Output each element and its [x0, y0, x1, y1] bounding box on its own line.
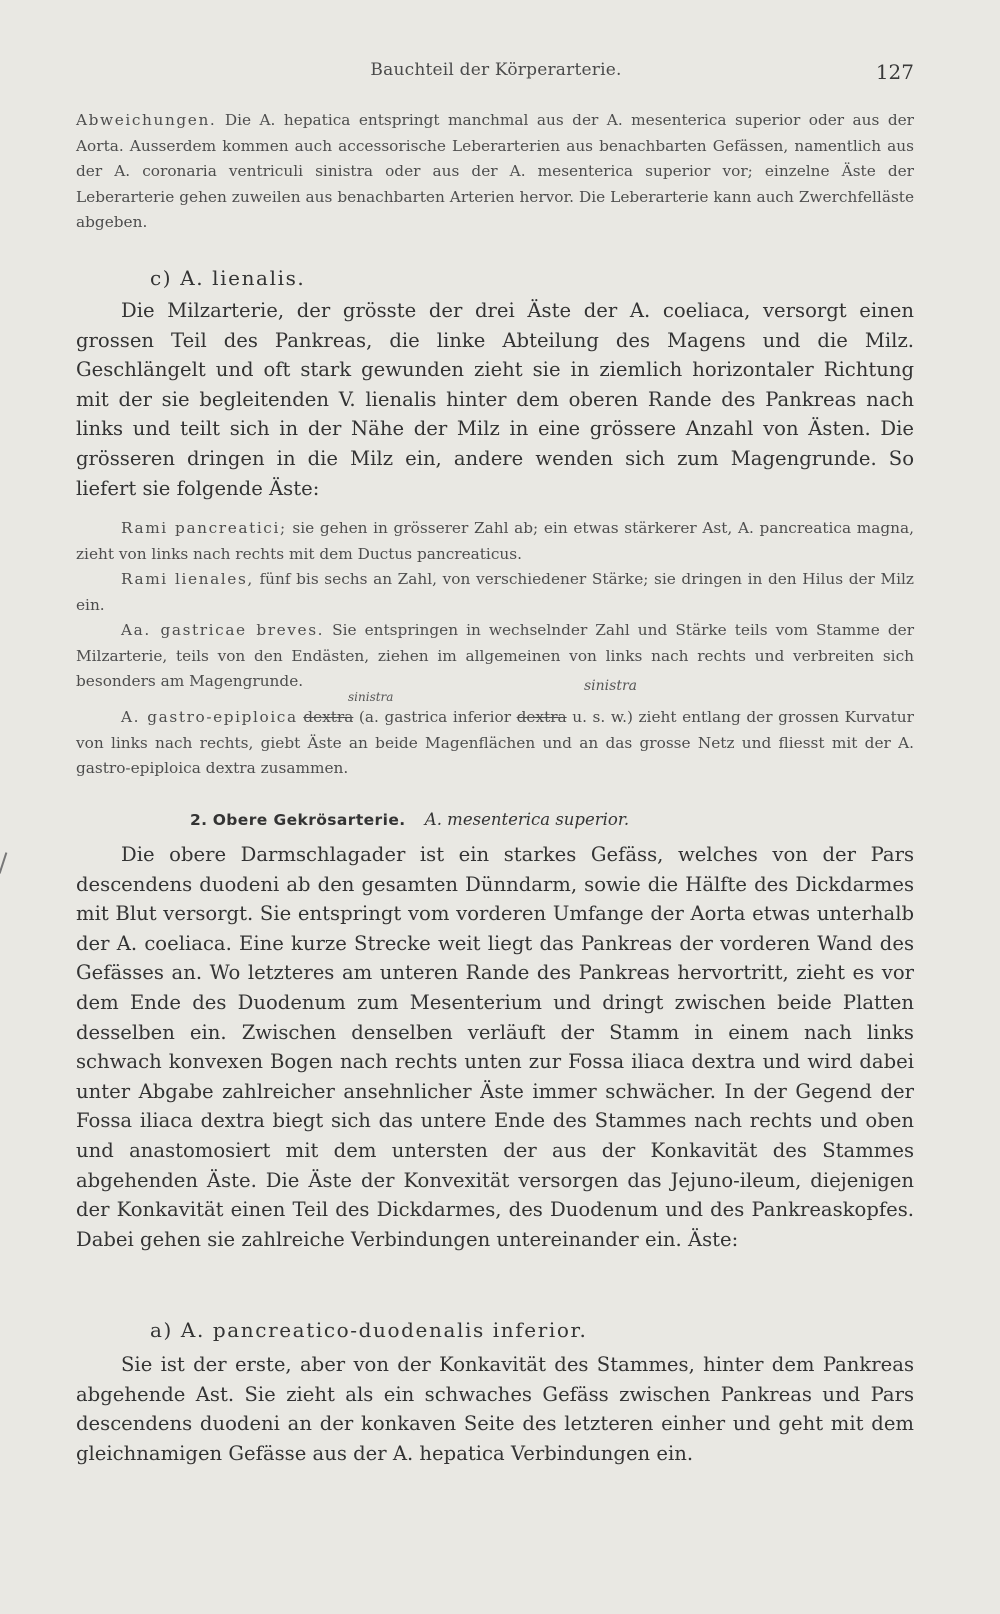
- pancreatico-heading-letter: a): [150, 1318, 173, 1342]
- struck-word-1: dextra: [303, 708, 354, 726]
- lienalis-heading: [150, 266, 750, 290]
- branch-text: Sie entspringen in wechselnder Zahl und Stärke teils vom Stamme der Milzarterie, teils von den Endästen, ziehen im allgemeinen von links nach rechts und verbreiten sich besonders am Magengrunde.: [76, 621, 915, 690]
- lienalis-branch-1: [76, 516, 914, 567]
- lienalis-paragraph: Die Milzarterie, der grösste der drei Äste der A. coeliaca, versorgt einen grossen Teil des Pankreas, die linke Abteilung des Magens und die Milz. Geschlängelt und oft stark gewunden zieht sie in ziemlich horizontaler Richtung mit der sie begleitenden V. lienalis hinter dem oberen Rande des Pankreas nach links und teilt sich in der Nähe der Milz in eine grössere Anzahl von Ästen. Die grösseren dringen in die Milz ein, andere wenden sich zum Magengrunde. So liefert sie folgende Äste:: [76, 299, 914, 500]
- section-latin-name: A. mesenterica superior.: [424, 810, 630, 829]
- lienalis-heading-name: A. lienalis.: [180, 266, 306, 290]
- pancreatico-heading: [150, 1318, 850, 1342]
- abweichungen-text: Die A. hepatica entspringt manchmal aus der A. mesenterica superior oder aus der Aorta. Ausserdem kommen auch accessorische Leberarterien aus benachbarten Gefässen, namentlich aus der A. coronaria ventriculi sinistra oder aus der A. mesenterica superior vor; einzelne Äste der Leberarterie gehen zuweilen aus benachbarten Arterien hervor. Die Leberarterie kann auch Zwerchfelläste abgeben.: [76, 111, 914, 231]
- pancreatico-paragraph: Sie ist der erste, aber von der Konkavität des Stammes, hinter dem Pankreas abgehende Ast. Sie zieht als ein schwaches Gefäss zwischen Pankreas und Pars descendens duodeni an der konkaven Seite des letzteren einher und geht mit dem gleichnamigen Gefässe aus der A. hepatica Verbindungen ein.: [76, 1353, 914, 1465]
- handwritten-correction-2: sinistra: [584, 678, 638, 694]
- gastro-lead: A. gastro-epiploica: [121, 708, 298, 726]
- mesenterica-paragraph: Die obere Darmschlagader ist ein starkes Gefäss, welches von der Pars descendens duodeni ab den gesamten Dünndarm, sowie die Hälfte des Dickdarmes mit Blut versorgt. Sie entspringt vom vorderen Umfange der Aorta etwas unterhalb der A. coeliaca. Eine kurze Strecke weit liegt das Pankreas der vorderen Wand des Gefässes an. Wo letzteres am unteren Rande des Pankreas hervortritt, zieht es vor dem Ende des Duodenum zum Mesenterium und dringt zwischen beide Platten desselben ein. Zwischen denselben verläuft der Stamm in einem nach links schwach konvexen Bogen nach rechts unten zur Fossa iliaca dextra und wird dabei unter Abgabe zahlreicher ansehnlicher Äste immer schwächer. In der Gegend der Fossa iliaca dextra biegt sich das untere Ende des Stammes nach rechts und oben und anastomosiert mit dem untersten der aus der Konkavität des Stammes abgehenden Äste. Die Äste der Konvexität versorgen das Jejuno-ileum, diejenigen der Konkavität einen Teil des Dickdarmes, des Duodenum und des Pankreaskopfes. Dabei gehen sie zahlreiche Verbindungen untereinander ein. Äste:: [76, 843, 914, 1251]
- abweichungen-lead: Abweichungen.: [76, 111, 217, 129]
- page-number: 127: [875, 60, 914, 84]
- section-heading: [190, 810, 790, 829]
- lienalis-branch-3: [76, 618, 914, 695]
- lienalis-branch-2: [76, 567, 914, 618]
- section-title: Obere Gekrösarterie.: [212, 811, 406, 829]
- branch-lead: Aa. gastricae breves.: [121, 621, 325, 639]
- branch-lead: Rami lienales,: [121, 570, 254, 588]
- abweichungen-paragraph: [76, 108, 914, 236]
- branch-text: fünf bis sechs an Zahl, von verschiedener Stärke; sie dringen in den Hilus der Milz ein.: [76, 570, 914, 614]
- running-title: Bauchteil der Körperarterie.: [370, 60, 622, 80]
- lienalis-heading-letter: c): [150, 266, 173, 290]
- struck-word-2: dextra: [516, 708, 567, 726]
- branch-text: sie gehen in grösserer Zahl ab; ein etwas stärkerer Ast, A. pancreatica magna, zieht von links nach rechts mit dem Ductus pancreaticus.: [76, 519, 914, 563]
- margin-pencil-mark: [0, 852, 7, 874]
- running-head: [78, 60, 914, 90]
- gastro-tail: u. s. w.) zieht entlang der grossen Kurvatur von links nach rechts, giebt Äste an beide Magenflächen und an das grosse Netz und fliesst mit der A. gastro-epiploica dextra zusammen.: [76, 708, 914, 777]
- pancreatico-heading-name: A. pancreatico-duodenalis inferior.: [180, 1318, 588, 1342]
- handwritten-correction-1: sinistra: [348, 690, 394, 704]
- branch-lead: Rami pancreatici;: [121, 519, 287, 537]
- section-number: 2.: [190, 811, 208, 829]
- gastro-epiploica-paragraph: [76, 705, 914, 782]
- gastro-mid: (a. gastrica inferior: [358, 708, 512, 726]
